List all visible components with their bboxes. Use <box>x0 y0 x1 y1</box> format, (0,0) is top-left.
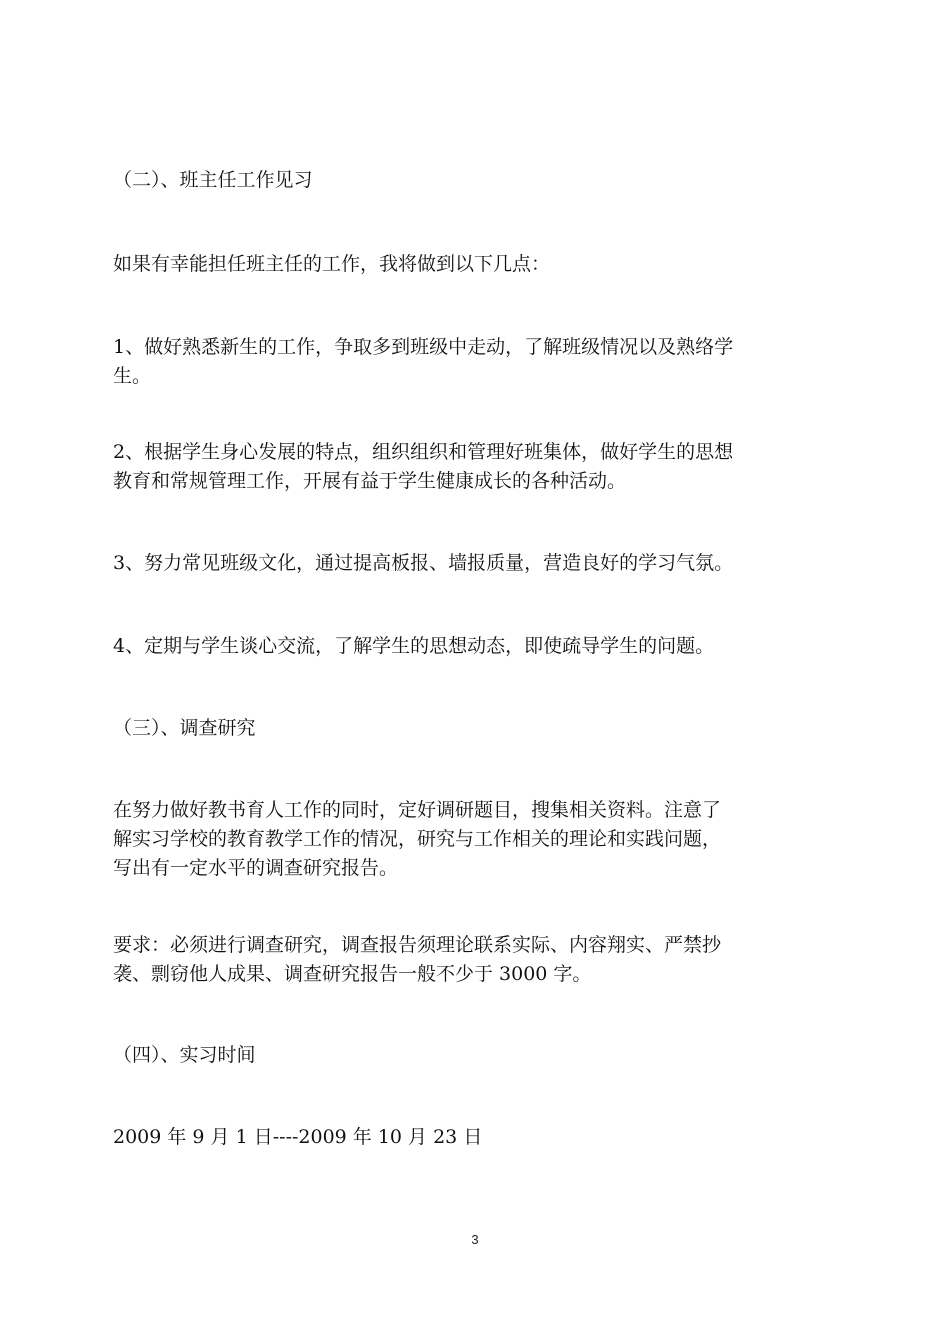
list-item-4: 4、定期与学生谈心交流，了解学生的思想动态，即使疏导学生的问题。 <box>113 635 715 657</box>
paragraph-intro: 如果有幸能担任班主任的工作，我将做到以下几点： <box>113 253 551 275</box>
list-item-3: 3、努力常见班级文化，通过提高板报、墙报质量，营造良好的学习气氛。 <box>113 552 734 574</box>
paragraph-requirements: 要求：必须进行调查研究，调查报告须理论联系实际、内容翔实、严禁抄 袭、剽窃他人成果、调查研究报告一般不少于 3000 字。 <box>113 934 722 985</box>
list-item-2: 2、根据学生身心发展的特点，组织组织和管理好班集体，做好学生的思想 教育和常规管理工作，开展有益于学生健康成长的各种活动。 <box>113 441 734 492</box>
page-number: 3 <box>471 1232 479 1247</box>
section-heading-2: （二）、班主任工作见习 <box>113 169 313 191</box>
section-heading-4: （四）、实习时间 <box>113 1044 256 1066</box>
list-item-1: 1、做好熟悉新生的工作，争取多到班级中走动，了解班级情况以及熟络学 生。 <box>113 336 734 387</box>
internship-dates: 2009 年 9 月 1 日----2009 年 10 月 23 日 <box>113 1126 483 1148</box>
section-heading-3: （三）、调查研究 <box>113 717 256 739</box>
paragraph-research: 在努力做好教书育人工作的同时，定好调研题目，搜集相关资料。注意了 解实习学校的教育教学工作的情况，研究与工作相关的理论和实践问题， 写出有一定水平的调查研究报告。 <box>113 799 722 879</box>
